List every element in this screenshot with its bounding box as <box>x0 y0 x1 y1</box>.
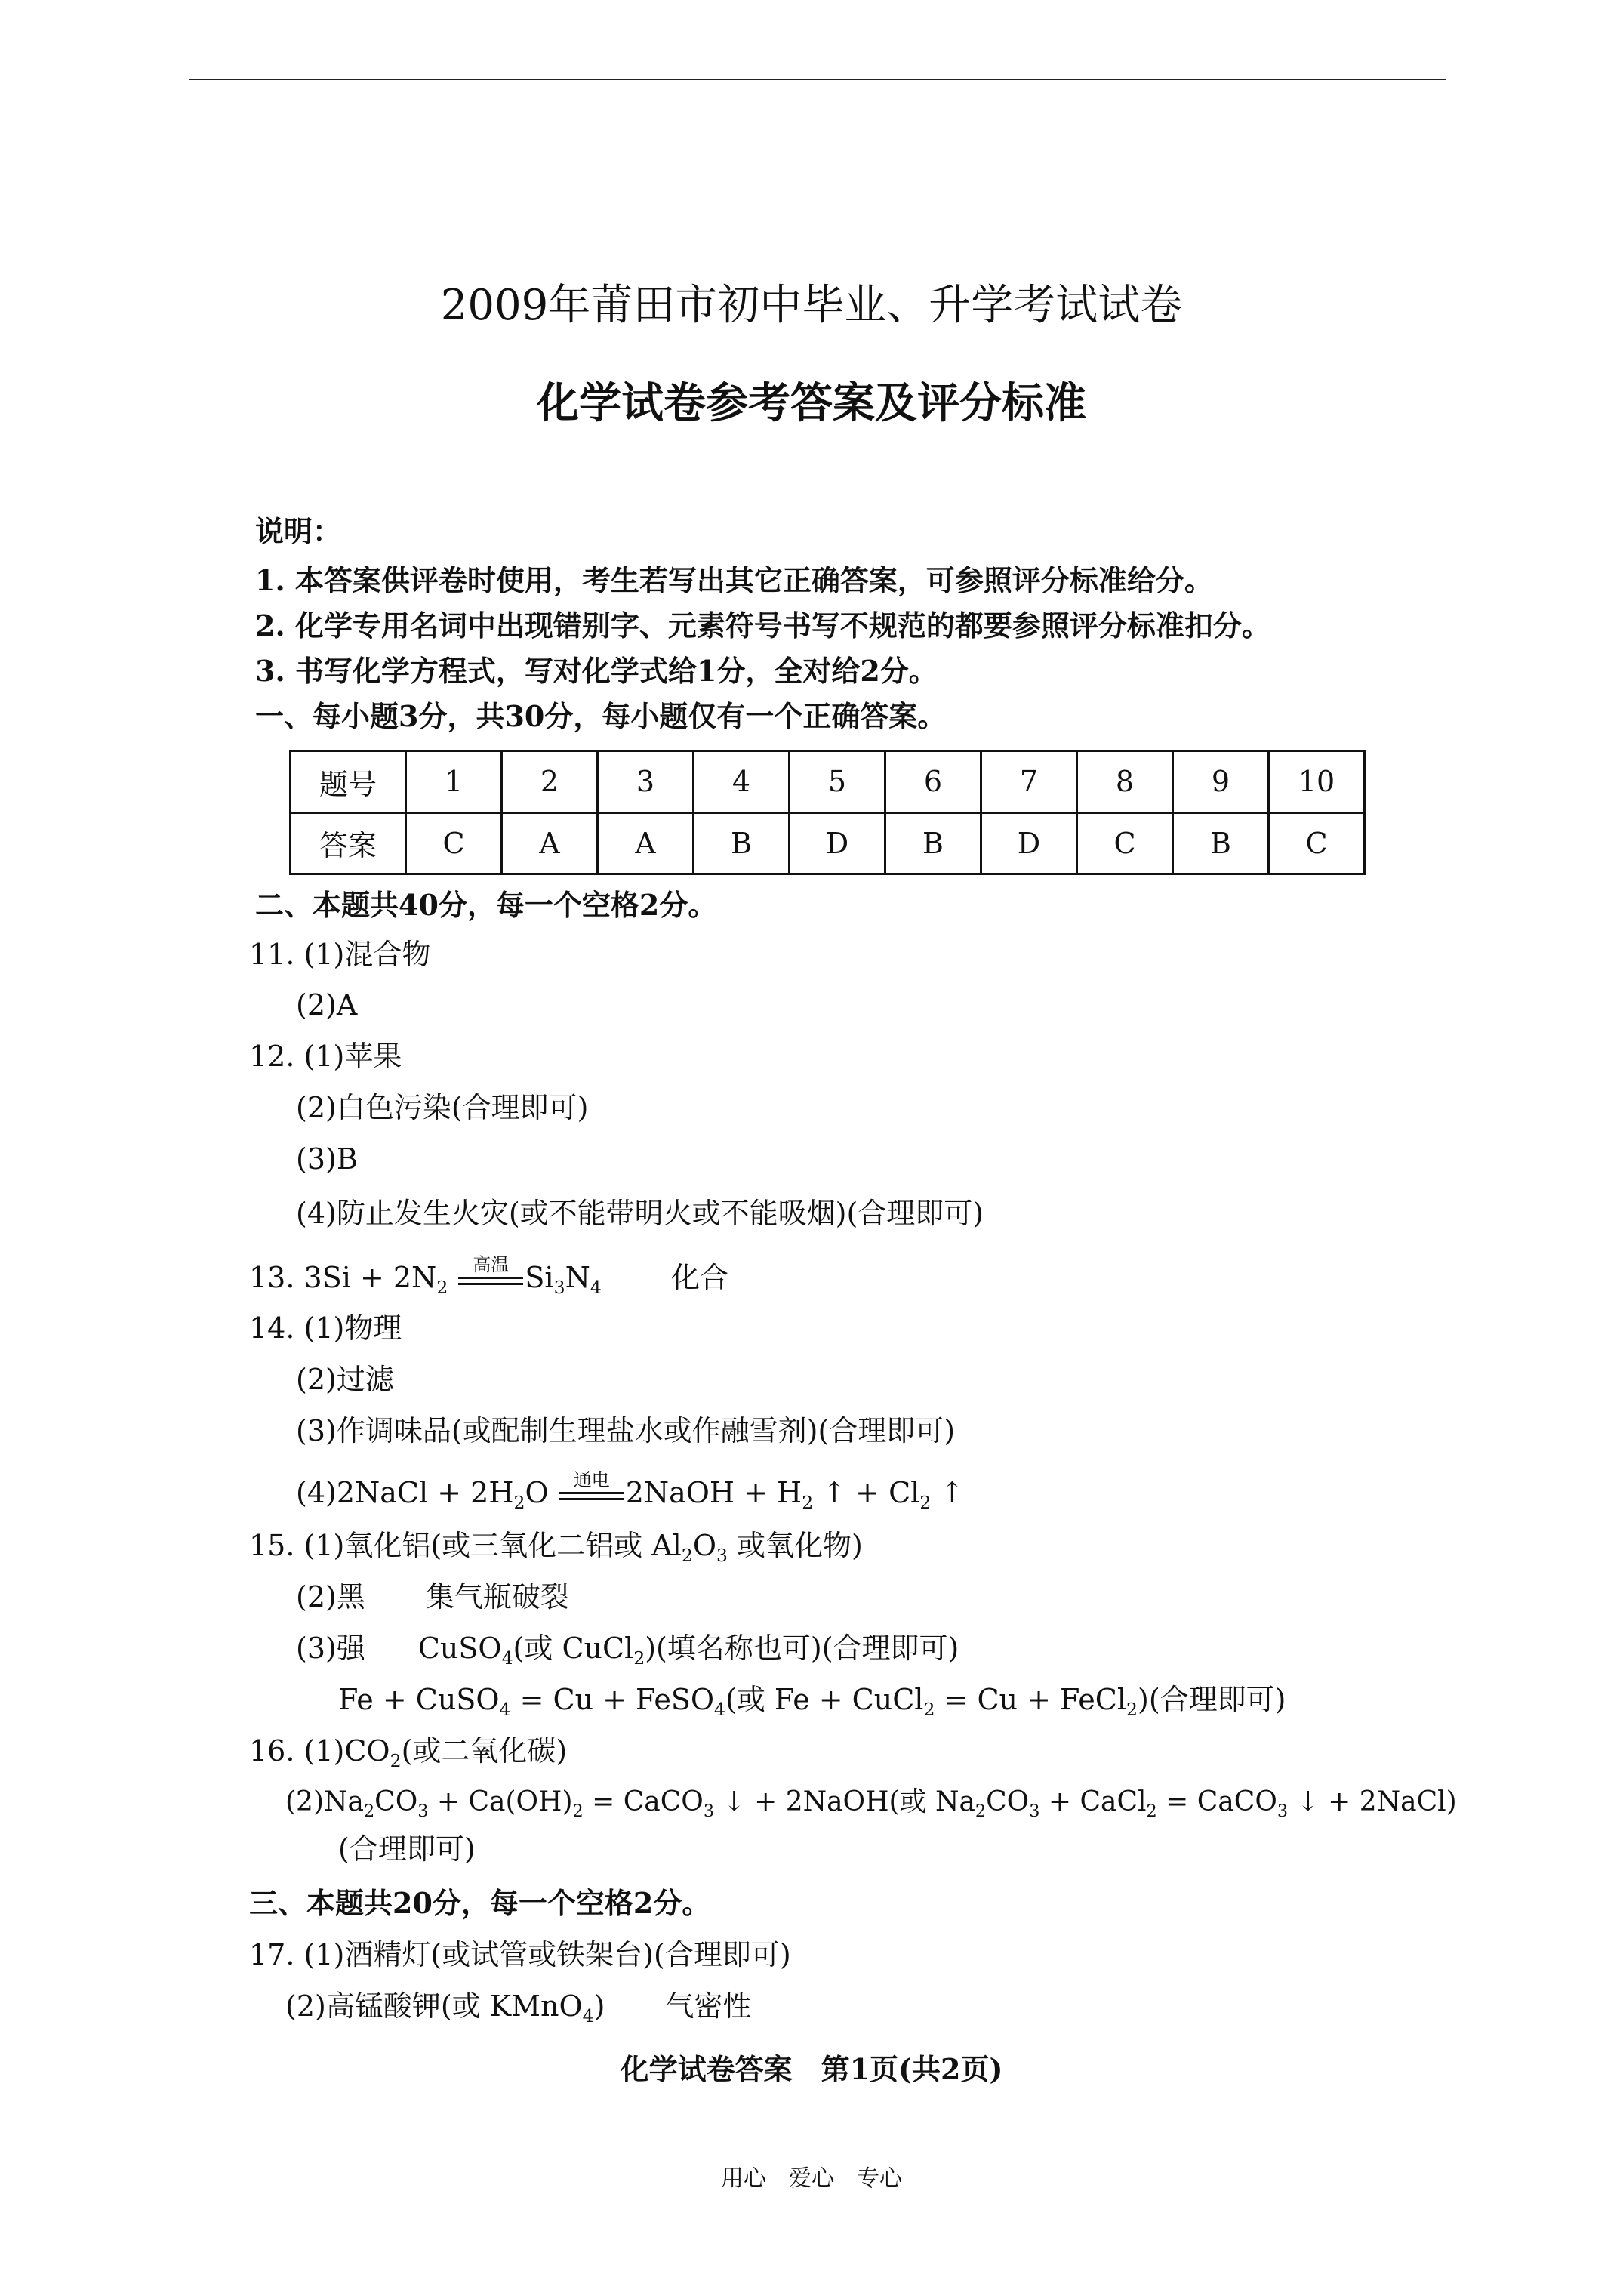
answer-12-4: (4)防止发生火灾(或不能带明火或不能吸烟)(合理即可) <box>296 1197 984 1230</box>
notes-heading: 说明： <box>255 514 342 548</box>
answer-cell: B <box>694 812 790 874</box>
answer-17-2: (2)高锰酸钾(或 KMnO$_4$) 气密性 <box>285 1989 752 2027</box>
answer-cell: A <box>502 812 598 874</box>
answer-14-2: (2)过滤 <box>296 1363 394 1396</box>
question-number: 5 <box>790 751 885 813</box>
note-item-3: 3. 书写化学方程式，写对化学式给1分，全对给2分。 <box>255 654 938 688</box>
top-rule <box>189 79 1446 80</box>
answer-12-2: (2)白色污染(合理即可) <box>296 1091 589 1124</box>
section2-heading: 二、本题共40分，每一个空格2分。 <box>255 888 717 922</box>
question-number: 2 <box>502 751 598 813</box>
question-number: 3 <box>598 751 694 813</box>
motto-footnote: 用心 爱心 专心 <box>721 2165 902 2192</box>
answer-17-1: 17. (1)酒精灯(或试管或铁架台)(合理即可) <box>249 1938 791 1971</box>
answer-12-1: 12. (1)苹果 <box>249 1040 402 1073</box>
answer-key-title: 化学试卷参考答案及评分标准 <box>537 378 1086 428</box>
question-label: 题号 <box>291 751 406 813</box>
reaction-condition-sign <box>458 1253 523 1292</box>
question-number: 6 <box>885 751 981 813</box>
answer-table <box>289 750 1366 875</box>
section1-heading: 一、每小题3分，共30分，每小题仅有一个正确答案。 <box>255 699 947 733</box>
answer-15-3-equation: Fe + CuSO$_4$ = Cu + FeSO$_4$(或 Fe + CuCl$_2$ = Cu + FeCl$_2$)(合理即可) <box>338 1683 1286 1721</box>
answer-14-3: (3)作调味品(或配制生理盐水或作融雪剂)(合理即可) <box>296 1414 956 1447</box>
answer-13-equation: 13. $3Si + 2N_2$ 高温 $Si_3N_4$ 化合 <box>249 1259 728 1296</box>
answer-cell: C <box>406 812 502 874</box>
answer-15-2: (2)黑 集气瓶破裂 <box>296 1580 569 1613</box>
question-number: 9 <box>1173 751 1269 813</box>
answer-14-4-equation: (4)2NaCl + $2H_2O$ 通电 2NaOH + $H_2$ ↑ + $Cl_2$ ↑ <box>296 1475 964 1511</box>
question-number: 7 <box>981 751 1077 813</box>
section3-heading: 三、本题共20分，每一个空格2分。 <box>249 1886 711 1920</box>
answer-cell: D <box>790 812 885 874</box>
answer-cell: D <box>981 812 1077 874</box>
exam-title: 2009年莆田市初中毕业、升学考试试卷 <box>440 281 1183 330</box>
answer-11-1: 11. (1)混合物 <box>249 938 431 971</box>
answer-14-1: 14. (1)物理 <box>249 1311 402 1345</box>
question-number: 1 <box>406 751 502 813</box>
note-item-1: 1. 本答案供评卷时使用，考生若写出其它正确答案，可参照评分标准给分。 <box>255 563 1213 597</box>
question-number: 4 <box>694 751 790 813</box>
answer-16-1: 16. $(1)CO_2$(或二氧化碳) <box>249 1734 568 1772</box>
answer-11-2: (2)A <box>296 988 358 1022</box>
question-number: 10 <box>1269 751 1365 813</box>
condition-label: 通电 <box>573 1469 610 1490</box>
question-number: 8 <box>1077 751 1173 813</box>
answer-16-2-note: (合理即可) <box>338 1832 476 1866</box>
answer-16-2-equation: $(2)Na_2CO_3 + Ca(OH)_2$ = CaCO$_3$ ↓ + 2NaOH(或 $Na_2CO_3$ + CaCl$_2$ = CaCO$_3$ ↓ + 2NaCl) <box>285 1786 1457 1821</box>
answer-row <box>291 812 1365 874</box>
answer-cell: C <box>1269 812 1365 874</box>
answer-15-3: (3)强 CuSO$_4$(或 CuCl$_2$)(填名称也可)(合理即可) <box>296 1632 959 1669</box>
note-item-2: 2. 化学专用名词中出现错别字、元素符号书写不规范的都要参照评分标准扣分。 <box>255 609 1270 643</box>
reaction-condition-sign <box>559 1469 624 1507</box>
answer-cell: B <box>1173 812 1269 874</box>
answer-label: 答案 <box>291 812 406 874</box>
reaction-type: 化合 <box>670 1261 728 1294</box>
answer-cell: B <box>885 812 981 874</box>
answer-cell: C <box>1077 812 1173 874</box>
answer-15-1: 15. (1)氧化铝(或三氧化二铝或 $Al_2O_3$ 或氧化物) <box>249 1529 863 1567</box>
page-footer: 化学试卷答案 第1页(共2页) <box>620 2052 1003 2086</box>
condition-label: 高温 <box>473 1253 510 1275</box>
answer-cell: A <box>598 812 694 874</box>
question-number-row <box>291 751 1365 813</box>
answer-12-3: (3)B <box>296 1142 358 1176</box>
